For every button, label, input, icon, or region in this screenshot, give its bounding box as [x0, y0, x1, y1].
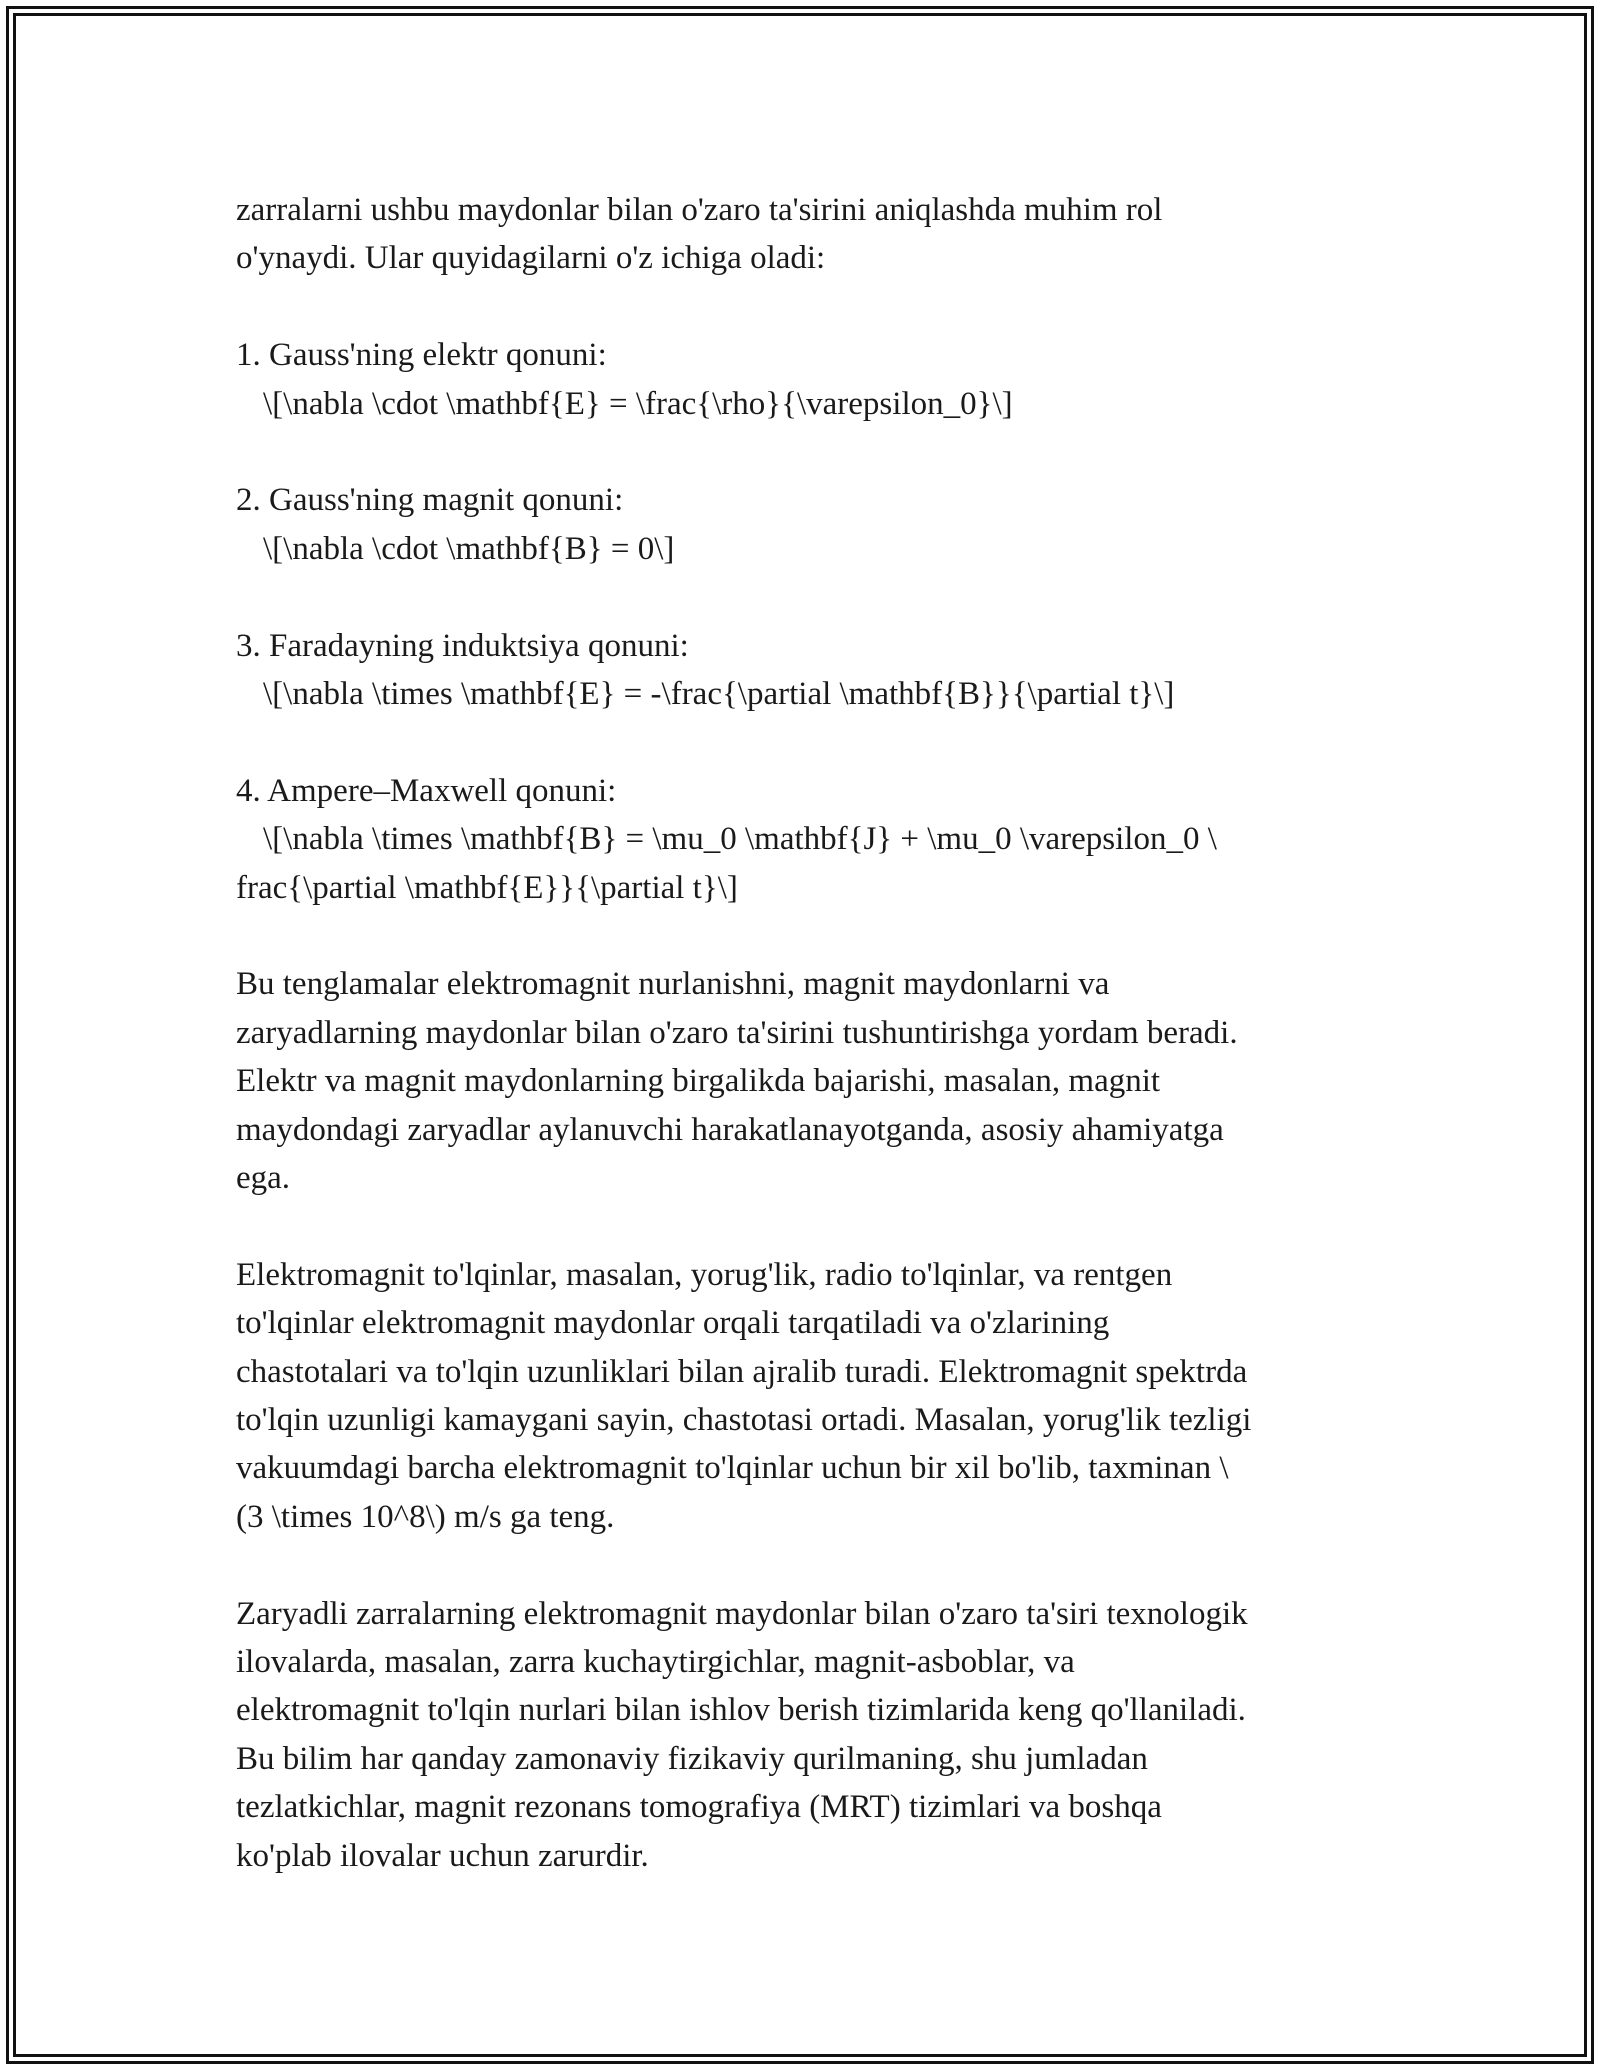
body-paragraph-waves: Elektromagnit to'lqinlar, masalan, yorug'lik, radio to'lqinlar, va rentgen to'lqinlar elektromagnit maydonlar orqali tarqatiladi va o'zlarining chastotalari va to'lqin uzunliklari bilan ajralib turadi. Elektromagnit spektrda to'lqin uzunligi kamaygani sayin, chastotasi ortadi. Masalan, yorug'lik tezligi vakuumdagi barcha elektromagnit to'lqinlar uchun bir xil bo'lib, taxminan \ (3 \times 10^8\) m/s ga teng.	[236, 1256, 1252, 1535]
equation-formula-continued: frac{\partial \mathbf{E}}{\partial t}\]	[236, 869, 738, 906]
equation-item-gauss-magnetic	[236, 476, 1386, 573]
equation-item-gauss-electric	[236, 331, 1386, 428]
body-paragraph-applications: Zaryadli zarralarning elektromagnit maydonlar bilan o'zaro ta'siri texnologik ilovalarda, masalan, zarra kuchaytirgichlar, magnit-asboblar, va elektromagnit to'lqin nurlari bilan ishlov berish tizimlarida keng qo'llaniladi. Bu bilim har qanday zamonaviy fizikaviy qurilmaning, shu jumladan tezlatkichlar, magnit rezonans tomografiya (MRT) tizimlari va boshqa ko'plab ilovalar uchun zarurdir.	[236, 1595, 1248, 1874]
equation-heading: 2. Gauss'ning magnit qonuni:	[236, 482, 624, 519]
equation-item-faraday	[236, 622, 1386, 719]
body-paragraph-equations-summary: Bu tenglamalar elektromagnit nurlanishni, magnit maydonlarni va zaryadlarning maydonlar bilan o'zaro ta'sirini tushuntirishga yordam beradi. Elektr va magnit maydonlarning birgalikda bajarishi, masalan, magnit maydondagi zaryadlar aylanuvchi harakatlanayotganda, asosiy ahamiyatga ega.	[236, 966, 1238, 1197]
equation-formula: \[\nabla \cdot \mathbf{B} = 0\]	[263, 530, 675, 567]
equation-formula: \[\nabla \cdot \mathbf{E} = \frac{\rho}{\varepsilon_0}\]	[263, 385, 1013, 422]
equation-formula: \[\nabla \times \mathbf{B} = \mu_0 \mathbf{J} + \mu_0 \varepsilon_0 \	[263, 821, 1217, 858]
equation-item-ampere-maxwell	[236, 767, 1386, 912]
intro-paragraph: zarralarni ushbu maydonlar bilan o'zaro ta'sirini aniqlashda muhim rol o'ynaydi. Ular quyidagilarni o'z ichiga oladi:	[236, 192, 1163, 277]
equation-heading: 3. Faradayning induktsiya qonuni:	[236, 627, 689, 664]
document-body	[236, 186, 1386, 1929]
equation-heading: 4. Ampere–Maxwell qonuni:	[236, 772, 617, 809]
equation-formula: \[\nabla \times \mathbf{E} = -\frac{\partial \mathbf{B}}{\partial t}\]	[263, 676, 1175, 713]
equation-heading: 1. Gauss'ning elektr qonuni:	[236, 337, 607, 374]
